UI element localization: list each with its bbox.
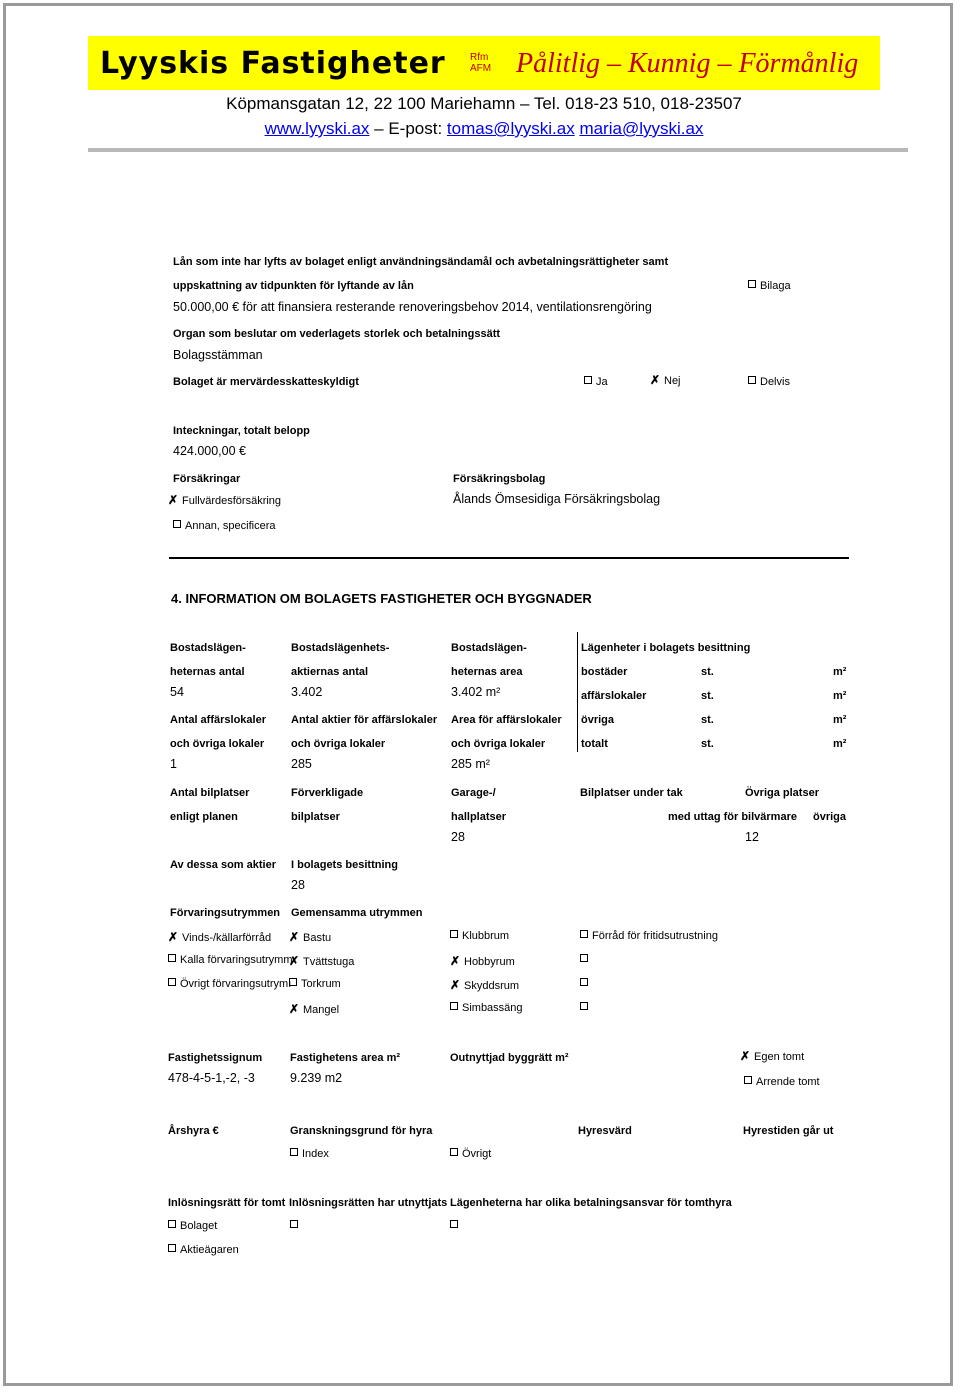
apt-shares-label-1: Bostadslägenhets-	[291, 642, 390, 654]
vat-label: Bolaget är mervärdesskatteskyldigt	[173, 376, 359, 388]
checklist-item-label: Förråd för fritidsutrustning	[592, 930, 718, 942]
other-insurance-checkbox[interactable]: Annan, specificera	[173, 520, 276, 532]
checklist-item[interactable]	[580, 954, 592, 966]
owned-row-m2: m²	[833, 714, 847, 726]
mortgage-label: Inteckningar, totalt belopp	[173, 425, 310, 437]
unused-label: Outnyttjad byggrätt m²	[450, 1052, 569, 1064]
checklist-item[interactable]	[450, 930, 509, 942]
garage-label-2: hallplatser	[451, 811, 507, 823]
checklist-item-label: Torkrum	[301, 978, 341, 990]
checklist-item[interactable]	[289, 930, 331, 944]
checklist-item[interactable]	[168, 978, 291, 990]
checklist-item[interactable]	[289, 1002, 339, 1016]
section-divider	[169, 557, 849, 559]
checklist-item-label: Övrigt förvaringsutrymı	[180, 978, 292, 990]
realized-label-2: bilplatser	[291, 811, 340, 823]
apt-count-label-1: Bostadslägen-	[170, 642, 246, 654]
owned-column-rule	[577, 632, 578, 752]
biz-count-label-1: Antal affärslokaler	[170, 714, 266, 726]
parking-label-2: enligt planen	[170, 811, 238, 823]
owned-row-st: st.	[701, 738, 714, 750]
owned-row-st: st.	[701, 714, 714, 726]
rfm-afm-mark: Rfm AFM	[470, 52, 492, 74]
owned-row-label: övriga	[581, 714, 615, 726]
checkbox-icon	[289, 978, 297, 986]
lease-end-label: Hyrestiden går ut	[743, 1125, 834, 1137]
checklist-item-label: Hobbyrum	[464, 956, 515, 968]
apt-shares-value: 3.402	[291, 685, 323, 699]
redemption-used-checkbox[interactable]	[290, 1220, 302, 1232]
checklist-item[interactable]	[450, 954, 515, 968]
index-checkbox[interactable]: Index	[290, 1148, 329, 1160]
address-line: Köpmansgatan 12, 22 100 Mariehamn – Tel. 018-23 510, 018-23507	[226, 94, 742, 113]
rent-label: Årshyra €	[168, 1125, 219, 1137]
parking-label-1: Antal bilplatser	[170, 787, 250, 799]
checklist-item-label: Kalla förvaringsutrymm	[180, 954, 293, 966]
storage-label: Förvaringsutrymmen	[170, 907, 281, 919]
checkbox-icon	[450, 1002, 458, 1010]
checkbox-icon	[580, 930, 588, 938]
owned-row-st: st.	[701, 666, 714, 678]
ovrigt-checkbox[interactable]: Övrigt	[450, 1148, 491, 1160]
biz-area-label-1: Area för affärslokaler	[451, 714, 562, 726]
owned-row-label: totalt	[581, 738, 608, 750]
company-logo: Lyyskis Fastigheter	[100, 46, 446, 81]
email-link-maria[interactable]: maria@lyyski.ax	[579, 119, 704, 138]
checked-mark-icon: ✗	[450, 978, 461, 992]
website-link[interactable]: www.lyyski.ax	[264, 119, 370, 138]
checklist-item[interactable]	[580, 930, 718, 942]
checkbox-icon	[168, 954, 176, 962]
full-value-checkbox[interactable]: ✗ Fullvärdesförsäkring	[168, 493, 282, 507]
checkbox-icon	[450, 930, 458, 938]
apt-area-label-1: Bostadslägen-	[451, 642, 527, 654]
owned-row-label: affärslokaler	[581, 690, 647, 702]
other-places-label-1: Övriga platser	[745, 787, 819, 799]
vat-delvis-checkbox[interactable]: Delvis	[748, 376, 790, 388]
owned-row-m2: m²	[833, 738, 847, 750]
checked-mark-icon: ✗	[289, 930, 300, 944]
checklist-item[interactable]	[580, 978, 592, 990]
garage-label-1: Garage-/	[451, 787, 496, 799]
organ-label: Organ som beslutar om vederlagets storlek och betalningssätt	[173, 328, 501, 340]
signum-label: Fastighetssignum	[168, 1052, 263, 1064]
rent-review-label: Granskningsgrund för hyra	[290, 1125, 433, 1137]
checklist-item-label: Klubbrum	[462, 930, 510, 942]
other-places-label-2: övriga	[813, 811, 847, 823]
section-4-title: 4. INFORMATION OM BOLAGETS FASTIGHETER OCH BYGGNADER	[171, 591, 592, 606]
payment-label: Lägenheterna har olika betalningsansvar för tomthyra	[450, 1197, 732, 1209]
checked-mark-icon: ✗	[450, 954, 461, 968]
own-plot-checkbox[interactable]: ✗ Egen tomt	[740, 1049, 805, 1063]
other-places-value: 12	[745, 830, 759, 844]
header-divider	[88, 148, 908, 152]
heater-label: med uttag för bilvärmare	[668, 811, 797, 823]
loans-title-2: uppskattning av tidpunkten för lyftande av lån	[173, 280, 414, 292]
checklist-item-label: Bastu	[303, 932, 332, 944]
vat-ja-checkbox[interactable]: Ja	[584, 376, 608, 388]
checklist-item-label: Tvättstuga	[303, 956, 355, 968]
biz-shares-value: 285	[291, 757, 312, 771]
owned-row-label: bostäder	[581, 666, 628, 678]
loans-value: 50.000,00 € för att finansiera resterande renoveringsbehov 2014, ventilationsrengöring	[173, 300, 652, 314]
contact-line: www.lyyski.ax – E-post: tomas@lyyski.ax maria@lyyski.ax	[264, 119, 704, 138]
biz-area-value: 285 m²	[451, 757, 490, 771]
mortgage-value: 424.000,00 €	[173, 444, 246, 458]
insurance-label: Försäkringar	[173, 473, 241, 485]
checklist-item-label: Vinds-/källarförråd	[182, 932, 272, 944]
insurer-value: Ålands Ömsesidiga Försäkringsbolag	[453, 492, 661, 506]
redemption-label: Inlösningsrätt för tomt	[168, 1197, 286, 1209]
loans-title-1: Lån som inte har lyfts av bolaget enligt användningsändamål och avbetalningsrättigheter samt	[173, 256, 669, 268]
checkbox-icon	[168, 978, 176, 986]
checkbox-icon	[580, 954, 588, 962]
checklist-item-label: Mangel	[303, 1004, 340, 1016]
apt-area-label-2: heternas area	[451, 666, 523, 678]
redemption-used-label: Inlösningsrätten har utnyttjats	[289, 1197, 448, 1209]
owned-row-st: st.	[701, 690, 714, 702]
owned-title: Lägenheter i bolagets besittning	[581, 642, 751, 654]
owned-row-m2: m²	[833, 666, 847, 678]
common-label: Gemensamma utrymmen	[291, 907, 423, 919]
checklist-item[interactable]	[168, 930, 271, 944]
organ-value: Bolagsstämman	[173, 348, 263, 362]
apt-count-value: 54	[170, 685, 184, 699]
checklist-item[interactable]	[289, 978, 341, 990]
biz-shares-label-1: Antal aktier för affärslokaler	[291, 714, 438, 726]
vat-nej-checkbox[interactable]: ✗ Nej	[650, 373, 681, 387]
apt-area-value: 3.402 m²	[451, 685, 501, 699]
slogan: Pålitlig – Kunnig – Förmånlig	[516, 48, 859, 79]
covered-label: Bilplatser under tak	[580, 787, 683, 799]
checklist-item-label: Simbassäng	[462, 1002, 523, 1014]
realized-label-1: Förverkligade	[291, 787, 364, 799]
checked-mark-icon: ✗	[289, 1002, 300, 1016]
checklist-item[interactable]	[168, 954, 292, 966]
aktieagaren-checkbox[interactable]: Aktieägaren	[168, 1244, 239, 1256]
checklist-item[interactable]	[450, 978, 519, 992]
apt-count-label-2: heternas antal	[170, 666, 245, 678]
insurer-label: Försäkringsbolag	[453, 473, 546, 485]
property-area-value: 9.239 m2	[290, 1071, 343, 1085]
bolaget-checkbox[interactable]: Bolaget	[168, 1220, 217, 1232]
biz-count-label-2: och övriga lokaler	[170, 738, 265, 750]
signum-value: 478-4-5-1,-2, -3	[168, 1071, 255, 1085]
biz-area-label-2: och övriga lokaler	[451, 738, 546, 750]
garage-value: 28	[451, 830, 465, 844]
email-link-tomas[interactable]: tomas@lyyski.ax	[446, 119, 575, 138]
owned-row-m2: m²	[833, 690, 847, 702]
biz-count-value: 1	[170, 757, 177, 771]
property-area-label: Fastighetens area m²	[290, 1052, 401, 1064]
of-these-label: Av dessa som aktier	[170, 859, 276, 871]
checklist-item[interactable]	[289, 954, 354, 968]
checkbox-icon	[580, 978, 588, 986]
landlord-label: Hyresvärd	[578, 1125, 632, 1137]
in-possession-label: I bolagets besittning	[291, 859, 398, 871]
checklist-item[interactable]	[580, 1002, 592, 1014]
checked-mark-icon: ✗	[168, 930, 179, 944]
payment-checkbox[interactable]	[450, 1220, 462, 1232]
biz-shares-label-2: och övriga lokaler	[291, 738, 386, 750]
leased-plot-checkbox[interactable]: Arrende tomt	[744, 1076, 820, 1088]
checked-mark-icon: ✗	[289, 954, 300, 968]
checklist-item-label: Skyddsrum	[464, 980, 520, 992]
apt-shares-label-2: aktiernas antal	[291, 666, 369, 678]
checklist-item[interactable]	[450, 1002, 523, 1014]
in-possession-value: 28	[291, 878, 305, 892]
bilaga-checkbox[interactable]: Bilaga	[748, 280, 791, 292]
checkbox-icon	[580, 1002, 588, 1010]
